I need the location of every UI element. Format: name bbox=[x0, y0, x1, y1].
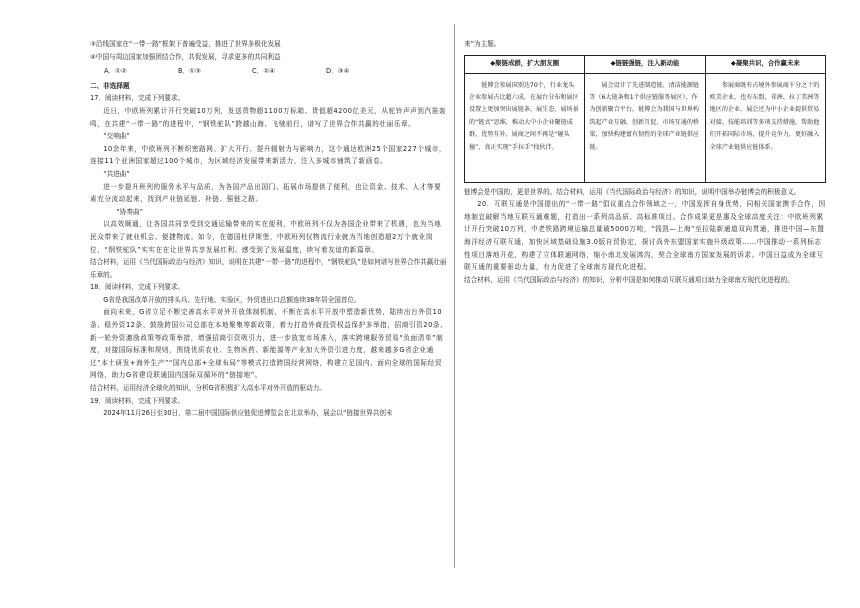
q17-paragraph-1: 近日，中欧班列累计开行突破10万列，发送货物超1100万标箱、货值超4200亿美元，从驼铃声声到汽笛轰鸣，在共建“一带一路”的进程中，“钢铁驼队”跨越山海、飞驰前行，谱写了世界合作共赢的壮丽乐章。 bbox=[90, 106, 447, 128]
q17-paragraph-4: 以高效顺通，让各国共同享受到交通运输带来的实在便利，中欧班列不仅为各国企业带来了机遇，也为当地民众带来了就业机会、便捷物流。如今，在德国杜伊斯堡，中欧班列仅物流行业就为当地创造超2万个就业岗位，“钢铁驼队”实实在在让世界共享发展红利、感受到了发展温度，续写着友谊的新篇章。 bbox=[90, 220, 442, 254]
column-divider bbox=[454, 24, 455, 568]
section-title: 二、非选择题 bbox=[90, 81, 130, 90]
choice-a: A．①② bbox=[104, 67, 127, 76]
table-cell: 链博会参展国别达70个，行业龙头企业参展占比超六成，在展台分布和展区设置上更加突出展链条、展生态、展场景的“链式”思维，推动大中小企业聚链成群，优势互补，展商之间不再是“碰头撞”，真正实现“手拉手”找伙伴。 bbox=[465, 73, 585, 182]
q17-paragraph-2: 10余年来，中欧班列不断织密路网、扩大开行、提升辐射力与影响力，这个通达欧洲25个国家227个城市，连接11个亚洲国家超过100个城市，为区域经济发展带来新活力，注入多城市铺筑了新画卷。 bbox=[90, 144, 447, 166]
option-statement-4: ④中国与周边国家加强团结合作，共促发展，寻求更多的共同利益 bbox=[90, 52, 281, 61]
q18-paragraph-2: 面向未来，G省立足不断完善高水平对外开放体制机制，不断在高水平开放中塑造新优势，陆续出台外资10条、稳外资12条、鼓励跨国公司总部在本地聚集等新政策，着力打造外商投资权益保护多举措，招商引资20条、新一轮外资激励政策等政策举措，增强招商引资吸引力，进一步放宽市场准入，落实跨境服务贸易“负面清单”制度，对接国际标准和规则，围绕优质农业、生物医药、新能源等产业加大外资引进力度，越来越多G省企业通过“本土研发+海外生产”“国内总部+全球布局”等模式打造跨国经营网络，构建立足国内、面向全球的国际经贸网络，助力G省建设联通国内国际双循环的“链接地”。 bbox=[90, 308, 448, 380]
q20-paragraph-1: 20．互联互通是中国提出的“一带一路”倡议重点合作领域之一，中国发挥自身优势，同相关国家携手合作，因地制宜破解当地互联互通难题，打造出一系列高品质、高标准项目。合作成果更是惠及全球高度关注：中欧班列累计开行突破10万列，中老铁路跨境运输总量破5000万吨，“钱凯—上海”至拉陆新通道双向贯通，推进中国—东盟海洋经济互联互通，加快区域基础设施3.0版自贸协定，探讨尚外东盟国家实施升级政策……中国推动一系列标志性项目落地开花，构建了立体联通网络，缩小南北发展鸿沟，契合全球南方国家发展的诉求。中国日益成为全球互联互通的重要驱动力量，有力促进了全球南方现代化进程。 bbox=[464, 200, 826, 272]
option-statement-3: ③沿线国家在“一带一路”框架下普遍受益，推进了世界多极化发展 bbox=[90, 40, 281, 48]
expo-table bbox=[464, 55, 826, 183]
q17-heading-1: “交响曲” bbox=[103, 132, 130, 141]
choice-d: D．③④ bbox=[326, 67, 350, 76]
q18-task: 结合材料，运用经济全球化的知识，分析G省积极扩大高水平对外开放的驱动力。 bbox=[90, 384, 326, 393]
q19-task: 链博会是中国的，更是世界的。结合材料，运用《当代国际政治与经济》的知识，说明中国举办链博会的积极意义。 bbox=[464, 187, 801, 196]
choice-c: C．②④ bbox=[252, 67, 276, 76]
right-column bbox=[464, 38, 826, 286]
table-row bbox=[465, 73, 826, 182]
q17-task: 结合材料，运用《当代国际政治与经济》知识，说明在共建“一带一路”的进程中，“钢铁驼队”是如何谱写世界合作共赢壮丽乐章的。 bbox=[90, 258, 447, 279]
table-header-cell: ◆凝聚共识，合作赢未来 bbox=[705, 55, 825, 73]
table-cell: 参展商既有占境外参展商千分之十的欧美企业，也有东盟、非洲、拉丁美洲等地区的企业，展会还为中小企业提供贸易对接、技能培训等多项支持措施，帮助他们开拓国际市场，提升竞争力，更好融入全球产业链供应链体系。 bbox=[705, 73, 825, 182]
q18-paragraph-1: G省是我国改革开放的排头兵、先行地、实验区，外贸进出口总额连续38年居全国首位。 bbox=[103, 295, 361, 304]
q17-paragraph-3: 进一步提升班列的服务水平与品质，为各国产品出国门、拓展市场提供了便利，也让资金、技术、人才等要素充分流动起来，找到产业链延链、补链、强链之路。 bbox=[90, 182, 442, 204]
q18-prompt: 18．阅读材料，完成下列要求。 bbox=[90, 283, 185, 292]
q17-heading-3: “协奏曲” bbox=[116, 207, 144, 216]
q20-task: 结合材料，运用《当代国际政治与经济》的知识，分析中国是如何推动互联互通项目助力全球南方现代化进程的。 bbox=[464, 275, 794, 284]
table-header-row bbox=[465, 55, 826, 73]
table-header-cell: ◆链链强链，注入新动能 bbox=[585, 55, 705, 73]
q19-prompt: 19．阅读材料，完成下列要求。 bbox=[90, 396, 185, 405]
q19-continuation: 来”为主题。 bbox=[464, 40, 501, 48]
table-header-cell: ◆聚链成群，扩大朋友圈 bbox=[465, 55, 585, 73]
left-column bbox=[90, 38, 448, 420]
q19-paragraph-1: 2024年11月26日至30日，第二届中国国际供应链促进博览会在北京举办，展会以“链接世界共创未 bbox=[103, 409, 393, 418]
q17-heading-2: “共进曲” bbox=[103, 169, 130, 178]
q17-prompt: 17．阅读材料，完成下列要求。 bbox=[90, 94, 185, 103]
answer-choices bbox=[104, 65, 448, 78]
choice-b: B．①③ bbox=[178, 67, 201, 76]
table-cell: 展会设计了先进制造链、清洁能源链等（6大链条和1个供应链服务展区），作为创新聚合平台，链博会为我国与世界构筑起产业互融、创新互促、市场互通的桥梁，加快构建富有韧性的全球产业链供应链。 bbox=[585, 73, 705, 182]
